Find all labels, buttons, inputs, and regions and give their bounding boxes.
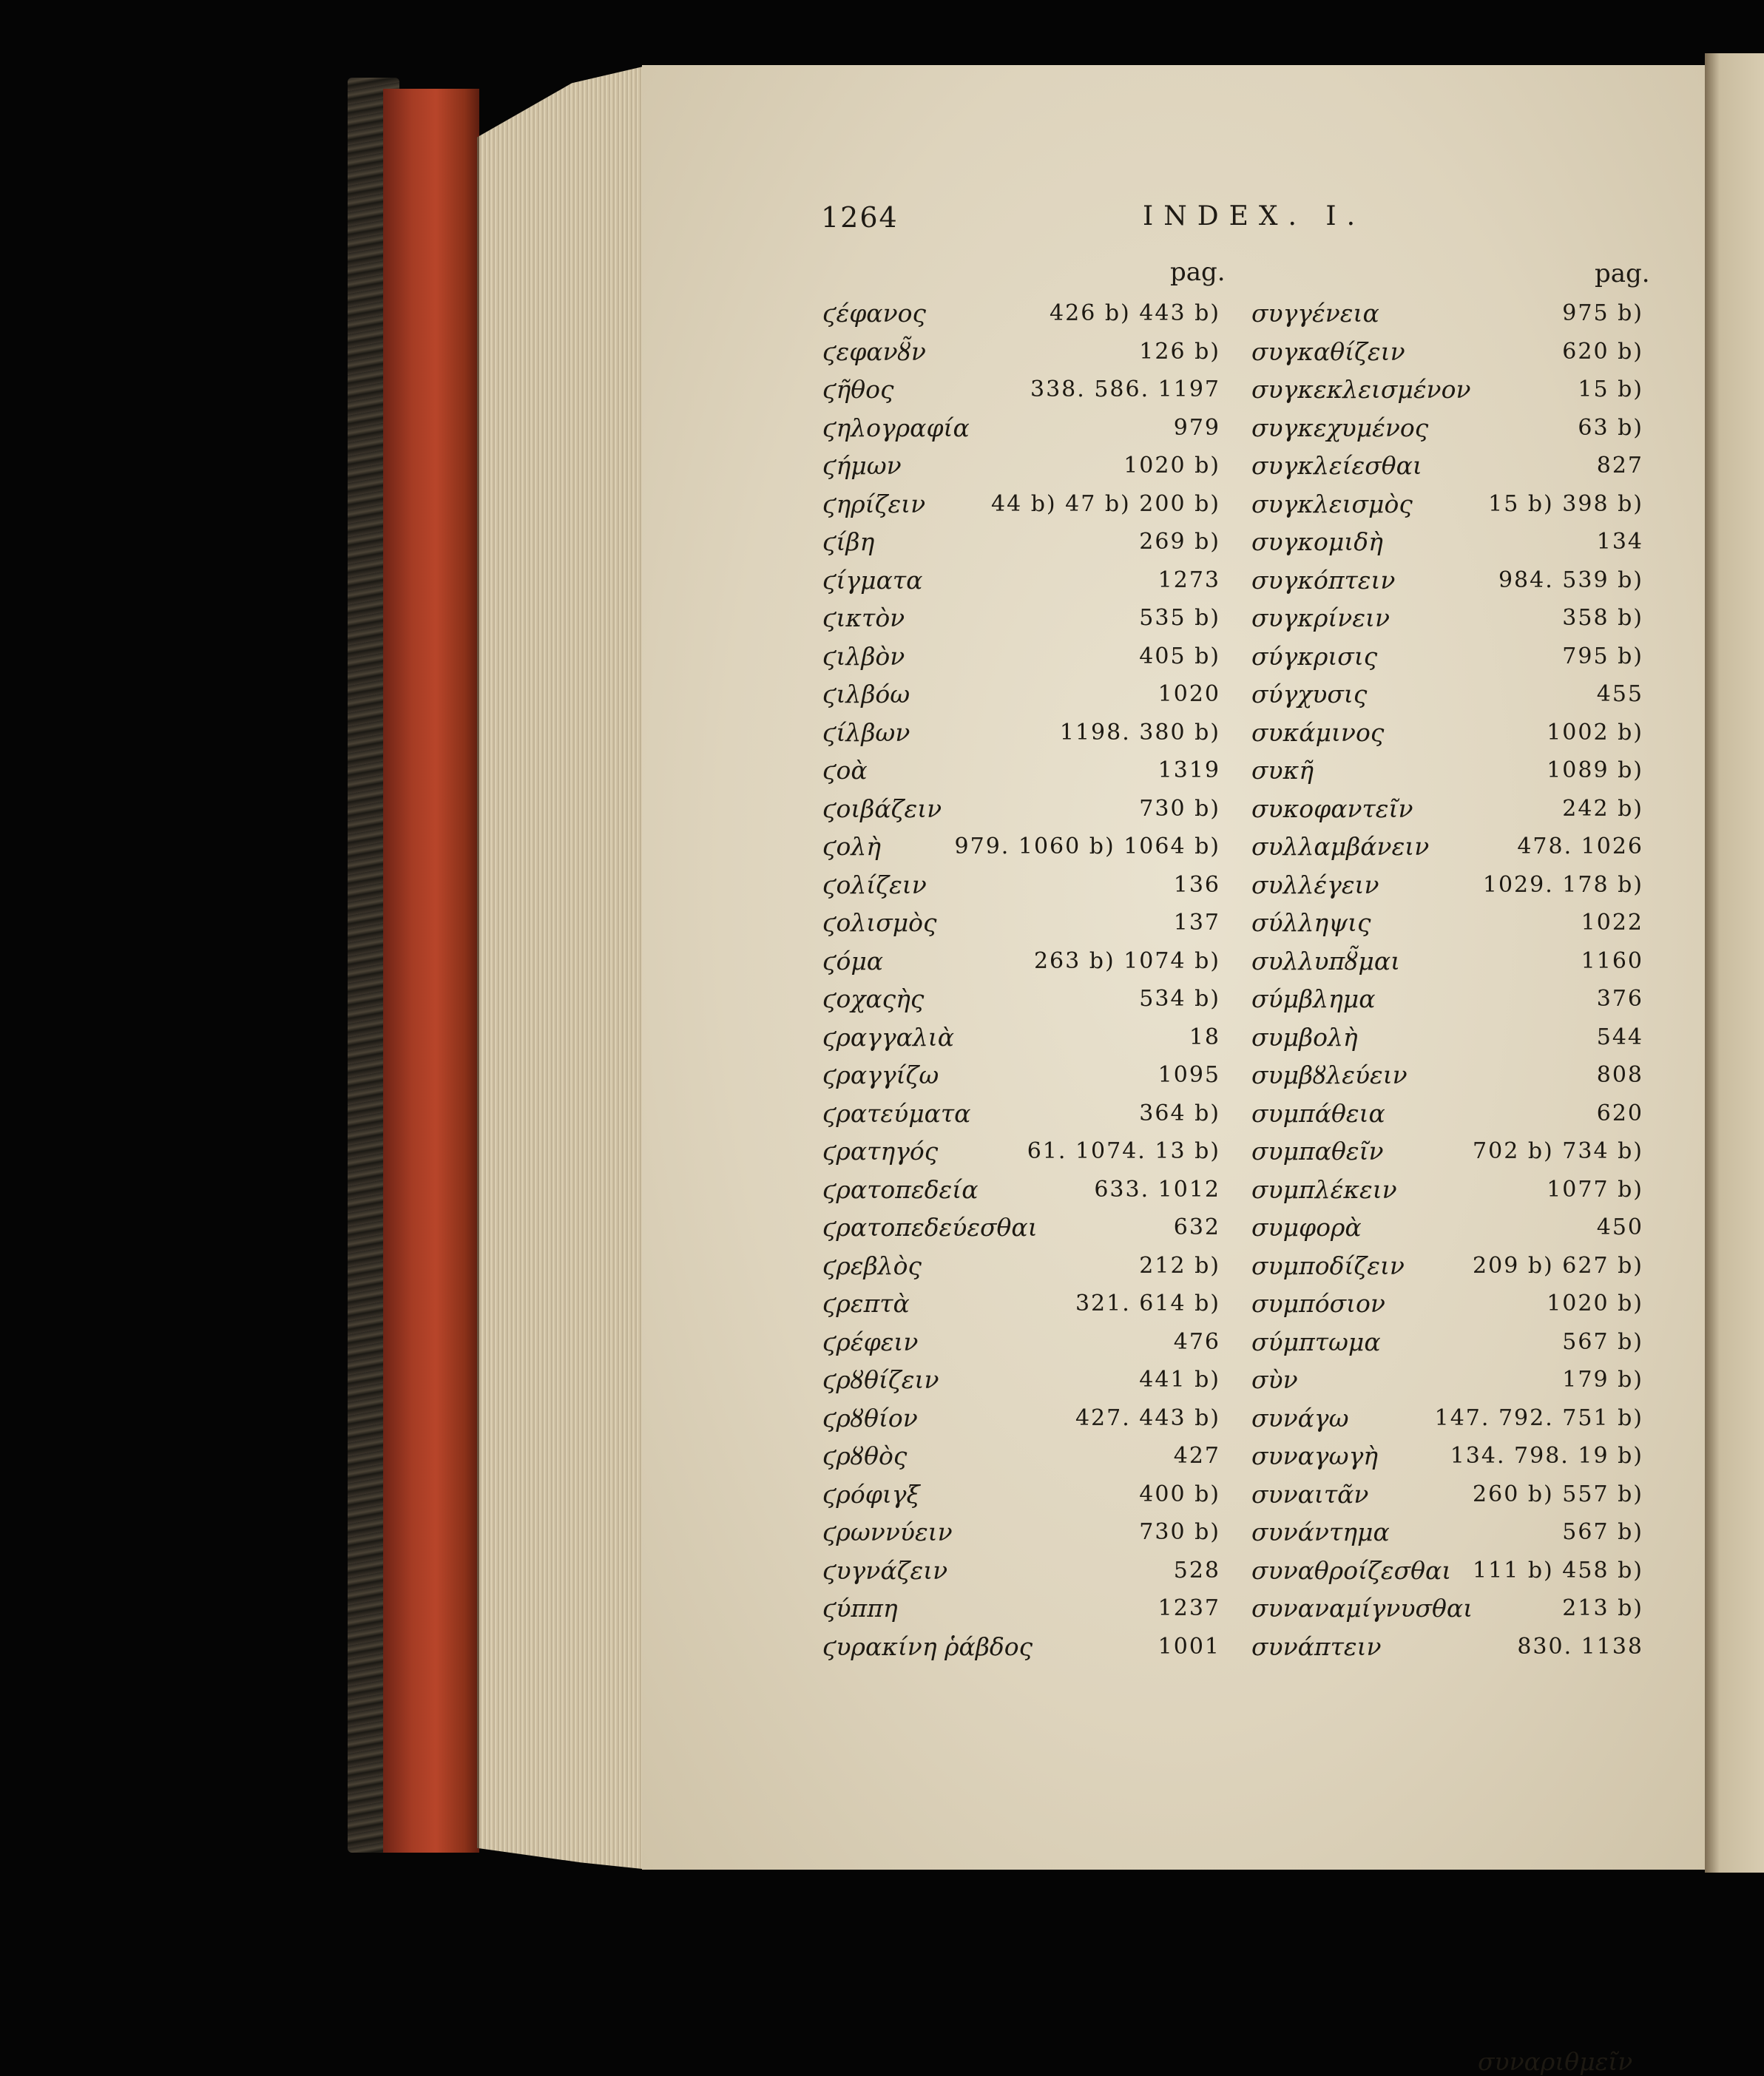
index-entry: [1251, 1056, 1643, 1095]
pag-label-left: pag.: [1170, 257, 1226, 287]
page-reference: 1095: [1158, 1062, 1220, 1089]
index-entry: [822, 1437, 1220, 1475]
index-word: ϛήμων: [822, 451, 902, 481]
page-reference: 1077 b): [1547, 1176, 1643, 1203]
index-word: ϛολὴ: [822, 832, 882, 862]
index-word: ϛόμα: [822, 946, 884, 976]
index-word: ϛίγματα: [822, 565, 923, 595]
index-entry: [1251, 904, 1643, 942]
page-reference: 730 b): [1139, 1519, 1220, 1546]
index-word: συμβολὴ: [1251, 1022, 1358, 1052]
index-entry: [822, 1208, 1220, 1247]
index-word: συνάπτειν: [1251, 1632, 1382, 1661]
index-entry: [822, 409, 1220, 447]
page-reference: 260 b) 557 b): [1473, 1481, 1643, 1507]
index-entry: [1251, 1247, 1643, 1285]
running-head: INDEX. I.: [1143, 201, 1366, 231]
page-reference: 427: [1173, 1443, 1220, 1470]
index-word: συλλέγειν: [1251, 870, 1379, 899]
facing-page-edge: [1705, 53, 1764, 1873]
index-entry: [822, 714, 1220, 752]
index-entry: [822, 599, 1220, 638]
page-reference: 427. 443 b): [1075, 1404, 1220, 1431]
page-reference: 795 b): [1562, 643, 1643, 669]
page-reference: 400 b): [1139, 1481, 1220, 1507]
index-word: ϛηλογραφία: [822, 413, 970, 442]
index-word: ϛολίζειν: [822, 870, 927, 899]
index-word: ϛρατοπεδεύεσθαι: [822, 1213, 1038, 1242]
index-word: ϛεφανȣ̃ν: [822, 337, 926, 366]
index-entry: [822, 1247, 1220, 1285]
page-reference: 61. 1074. 13 b): [1027, 1138, 1220, 1165]
page-reference: 476: [1173, 1328, 1220, 1355]
index-entry: [1251, 1628, 1643, 1666]
page-reference: 209 b) 627 b): [1473, 1252, 1643, 1279]
page-reference: 984. 539 b): [1498, 567, 1643, 593]
index-word: ϛραγγίζω: [822, 1061, 939, 1090]
index-entry: [1251, 1323, 1643, 1362]
page-reference: 808: [1596, 1062, 1643, 1089]
index-word: σύλληψις: [1251, 908, 1371, 938]
page-reference: 730 b): [1139, 795, 1220, 822]
index-entry: [1251, 1399, 1643, 1438]
index-entry: [1251, 1361, 1643, 1399]
page-reference: 358 b): [1562, 605, 1643, 632]
index-entry: [822, 1399, 1220, 1438]
index-word: ϛρατοπεδεία: [822, 1174, 979, 1204]
page-reference: 455: [1596, 681, 1643, 708]
index-entry: [1251, 333, 1643, 371]
page-reference: 212 b): [1139, 1252, 1220, 1279]
index-word: συγκλείεσθαι: [1251, 451, 1422, 481]
index-word: ϛρατεύματα: [822, 1098, 971, 1128]
page-reference: 1319: [1158, 757, 1220, 784]
index-word: συμπάθεια: [1251, 1098, 1385, 1128]
index-entry: [822, 1628, 1220, 1666]
page-reference: 1022: [1581, 910, 1643, 936]
index-entry: [822, 1475, 1220, 1514]
page-reference: 1020 b): [1123, 453, 1220, 479]
catchword: συναριθμεῖν: [1478, 2047, 1633, 2076]
index-entry: [822, 904, 1220, 942]
index-entry: [1251, 1171, 1643, 1209]
index-entry: [822, 828, 1220, 866]
page-reference: 567 b): [1562, 1328, 1643, 1355]
index-word: συγκεχυμένος: [1251, 413, 1429, 442]
page-reference: 979. 1060 b) 1064 b): [954, 834, 1220, 860]
index-entry: [822, 371, 1220, 409]
index-entry: [822, 333, 1220, 371]
page-reference: 63 b): [1578, 414, 1643, 441]
catchword-container: [1478, 2047, 1632, 2076]
page-reference: 620 b): [1562, 338, 1643, 365]
index-entry: [1251, 523, 1643, 561]
index-entry: [822, 638, 1220, 676]
index-entry: [1251, 1552, 1643, 1590]
index-entry: [1251, 751, 1643, 790]
index-word: συλλυπȣ̃μαι: [1251, 946, 1401, 976]
index-entry: [822, 1018, 1220, 1057]
index-word: ϛοχαςὴς: [822, 984, 925, 1014]
index-entry: [1251, 1513, 1643, 1552]
index-word: ϛοιβάζειν: [822, 794, 942, 823]
index-entry: [822, 1132, 1220, 1171]
index-word: ϛρȣθίζειν: [822, 1365, 939, 1395]
page-reference: 1001: [1158, 1633, 1220, 1660]
index-word: ϛρατηγός: [822, 1137, 939, 1166]
index-word: συγκρίνειν: [1251, 603, 1390, 633]
index-word: συγκλεισμὸς: [1251, 489, 1413, 518]
index-entry: [1251, 638, 1643, 676]
page-reference: 567 b): [1562, 1519, 1643, 1546]
index-word: ϛύππη: [822, 1594, 898, 1623]
page-reference: 979: [1173, 414, 1220, 441]
page-reference: 1020: [1158, 681, 1220, 708]
page-reference: 136: [1173, 871, 1220, 898]
index-entry: [822, 294, 1220, 333]
index-entry: [1251, 1589, 1643, 1628]
index-entry: [1251, 599, 1643, 638]
index-word: ϛρωννύειν: [822, 1518, 953, 1547]
page-reference: 1160: [1581, 947, 1643, 974]
index-word: συμβȣλεύειν: [1251, 1061, 1408, 1090]
index-entry: [1251, 1018, 1643, 1057]
index-word: συμπόσιον: [1251, 1289, 1385, 1319]
index-word: συγκαθίζειν: [1251, 337, 1405, 366]
page-reference: 126 b): [1139, 338, 1220, 365]
page-reference: 450: [1596, 1214, 1643, 1241]
index-entry: [1251, 485, 1643, 524]
index-word: συμφορὰ: [1251, 1213, 1362, 1242]
index-word: ϛυρακίνη ῥάβδος: [822, 1632, 1033, 1661]
page-reference: 1237: [1158, 1595, 1220, 1622]
page-reference: 702 b) 734 b): [1473, 1138, 1643, 1165]
page-reference: 535 b): [1139, 605, 1220, 632]
index-word: συκῆ: [1251, 756, 1314, 785]
index-word: ϛραγγαλιὰ: [822, 1022, 955, 1052]
index-word: ϛίλβων: [822, 717, 910, 747]
index-word: συμποδίζειν: [1251, 1251, 1405, 1280]
index-entry: [1251, 790, 1643, 828]
page-reference: 364 b): [1139, 1100, 1220, 1126]
index-word: ϛέφανος: [822, 299, 926, 328]
page-reference: 147. 792. 751 b): [1434, 1404, 1643, 1431]
index-word: σύμβλημα: [1251, 984, 1376, 1014]
index-word: ϛολισμὸς: [822, 908, 937, 938]
index-entry: [1251, 409, 1643, 447]
index-entry: [822, 942, 1220, 981]
page-reference: 830. 1138: [1517, 1633, 1643, 1660]
page-reference: 134. 798. 19 b): [1450, 1443, 1643, 1470]
page-stack: [477, 65, 649, 1870]
index-word: συναιτᾶν: [1251, 1479, 1369, 1509]
index-entry: [1251, 1208, 1643, 1247]
index-word: ϛρέφειν: [822, 1327, 919, 1356]
index-column-right: [1251, 294, 1643, 1666]
index-word: ϛρȣθὸς: [822, 1441, 908, 1471]
index-entry: [822, 1171, 1220, 1209]
index-word: συνάντημα: [1251, 1518, 1390, 1547]
page-reference: 134: [1596, 529, 1643, 555]
index-word: συκοφαντεῖν: [1251, 794, 1413, 823]
page-reference: 1002 b): [1547, 719, 1643, 745]
index-word: ϛυγνάζειν: [822, 1555, 948, 1585]
index-word: ϛρόφιγξ: [822, 1479, 920, 1509]
index-word: συνάγω: [1251, 1403, 1349, 1433]
index-entry: [1251, 714, 1643, 752]
index-word: ϛρεπτὰ: [822, 1289, 910, 1319]
index-word: ϛοὰ: [822, 756, 868, 785]
page-reference: 179 b): [1562, 1367, 1643, 1393]
index-column-left: [822, 294, 1220, 1666]
index-word: συγγένεια: [1251, 299, 1379, 328]
page-reference: 478. 1026: [1517, 834, 1643, 860]
index-entry: [822, 1323, 1220, 1362]
index-word: συγκομιδὴ: [1251, 527, 1383, 557]
index-word: ϛίβη: [822, 527, 875, 557]
page-reference: 1273: [1158, 567, 1220, 593]
index-word: ϛιλβὸν: [822, 641, 905, 671]
index-entry: [822, 1095, 1220, 1133]
index-entry: [822, 866, 1220, 905]
page-reference: 338. 586. 1197: [1030, 376, 1220, 403]
index-word: ϛικτὸν: [822, 603, 905, 633]
page-reference: 263 b) 1074 b): [1033, 947, 1220, 974]
page-reference: 242 b): [1562, 795, 1643, 822]
page-reference: 321. 614 b): [1075, 1291, 1220, 1317]
index-word: συναναμίγνυσθαι: [1251, 1594, 1473, 1623]
index-entry: [1251, 294, 1643, 333]
page-reference: 1020 b): [1547, 1291, 1643, 1317]
index-entry: [1251, 675, 1643, 714]
index-entry: [822, 1285, 1220, 1323]
index-word: σύγχυσις: [1251, 680, 1368, 709]
index-word: ϛηρίζειν: [822, 489, 926, 518]
index-entry: [1251, 942, 1643, 981]
page-reference: 426 b) 443 b): [1050, 300, 1220, 327]
index-word: ϛῆθος: [822, 375, 894, 405]
page-reference: 111 b) 458 b): [1473, 1557, 1643, 1583]
index-word: συκάμινος: [1251, 717, 1385, 747]
index-word: σύμπτωμα: [1251, 1327, 1381, 1356]
page-reference: 1089 b): [1547, 757, 1643, 784]
page-reference: 376: [1596, 986, 1643, 1012]
index-word: σύγκρισις: [1251, 641, 1378, 671]
index-entry: [1251, 1437, 1643, 1475]
index-entry: [822, 561, 1220, 600]
page-reference: 44 b) 47 b) 200 b): [990, 490, 1220, 517]
index-entry: [1251, 371, 1643, 409]
page-reference: 213 b): [1562, 1595, 1643, 1622]
red-page-edges: [383, 89, 479, 1853]
index-word: ϛιλβόω: [822, 680, 910, 709]
page-reference: 1029. 178 b): [1482, 871, 1643, 898]
index-entry: [1251, 1095, 1643, 1133]
page-reference: 528: [1173, 1557, 1220, 1583]
page-reference: 632: [1173, 1214, 1220, 1241]
page-reference: 534 b): [1139, 986, 1220, 1012]
index-word: ϛρεβλὸς: [822, 1251, 922, 1280]
index-entry: [1251, 1475, 1643, 1514]
page-number: 1264: [821, 201, 899, 234]
index-entry: [1251, 866, 1643, 905]
index-entry: [1251, 1285, 1643, 1323]
page-reference: 827: [1596, 453, 1643, 479]
page-reference: 137: [1173, 910, 1220, 936]
index-word: συγκεκλεισμένον: [1251, 375, 1471, 405]
index-entry: [822, 980, 1220, 1018]
page-reference: 975 b): [1562, 300, 1643, 327]
index-word: συναθροίζεσθαι: [1251, 1555, 1452, 1585]
index-word: συναγωγὴ: [1251, 1441, 1379, 1471]
index-entry: [1251, 980, 1643, 1018]
page-reference: 441 b): [1139, 1367, 1220, 1393]
index-entry: [822, 523, 1220, 561]
page-reference: 18: [1189, 1024, 1220, 1050]
index-entry: [822, 675, 1220, 714]
index-entry: [1251, 828, 1643, 866]
index-entry: [822, 1552, 1220, 1590]
index-entry: [822, 1361, 1220, 1399]
page-reference: 544: [1596, 1024, 1643, 1050]
index-entry: [1251, 561, 1643, 600]
page-reference: 15 b): [1578, 376, 1643, 403]
index-entry: [822, 485, 1220, 524]
index-entry: [822, 1589, 1220, 1628]
index-word: ϛρȣθίον: [822, 1403, 918, 1433]
index-word: συμπαθεῖν: [1251, 1137, 1384, 1166]
index-entry: [1251, 447, 1643, 485]
index-word: συμπλέκειν: [1251, 1174, 1397, 1204]
page-reference: 269 b): [1139, 529, 1220, 555]
index-word: σὺν: [1251, 1365, 1298, 1395]
pag-label-right: pag.: [1595, 259, 1650, 288]
page-reference: 1198. 380 b): [1059, 719, 1220, 745]
index-word: συγκόπτειν: [1251, 565, 1396, 595]
index-entry: [1251, 1132, 1643, 1171]
page-reference: 405 b): [1139, 643, 1220, 669]
index-word: συλλαμβάνειν: [1251, 832, 1430, 862]
page-reference: 15 b) 398 b): [1488, 490, 1643, 517]
index-entry: [822, 447, 1220, 485]
page-reference: 633. 1012: [1094, 1176, 1220, 1203]
index-entry: [822, 1513, 1220, 1552]
index-entry: [822, 790, 1220, 828]
page-reference: 620: [1596, 1100, 1643, 1126]
index-entry: [822, 1056, 1220, 1095]
index-entry: [822, 751, 1220, 790]
